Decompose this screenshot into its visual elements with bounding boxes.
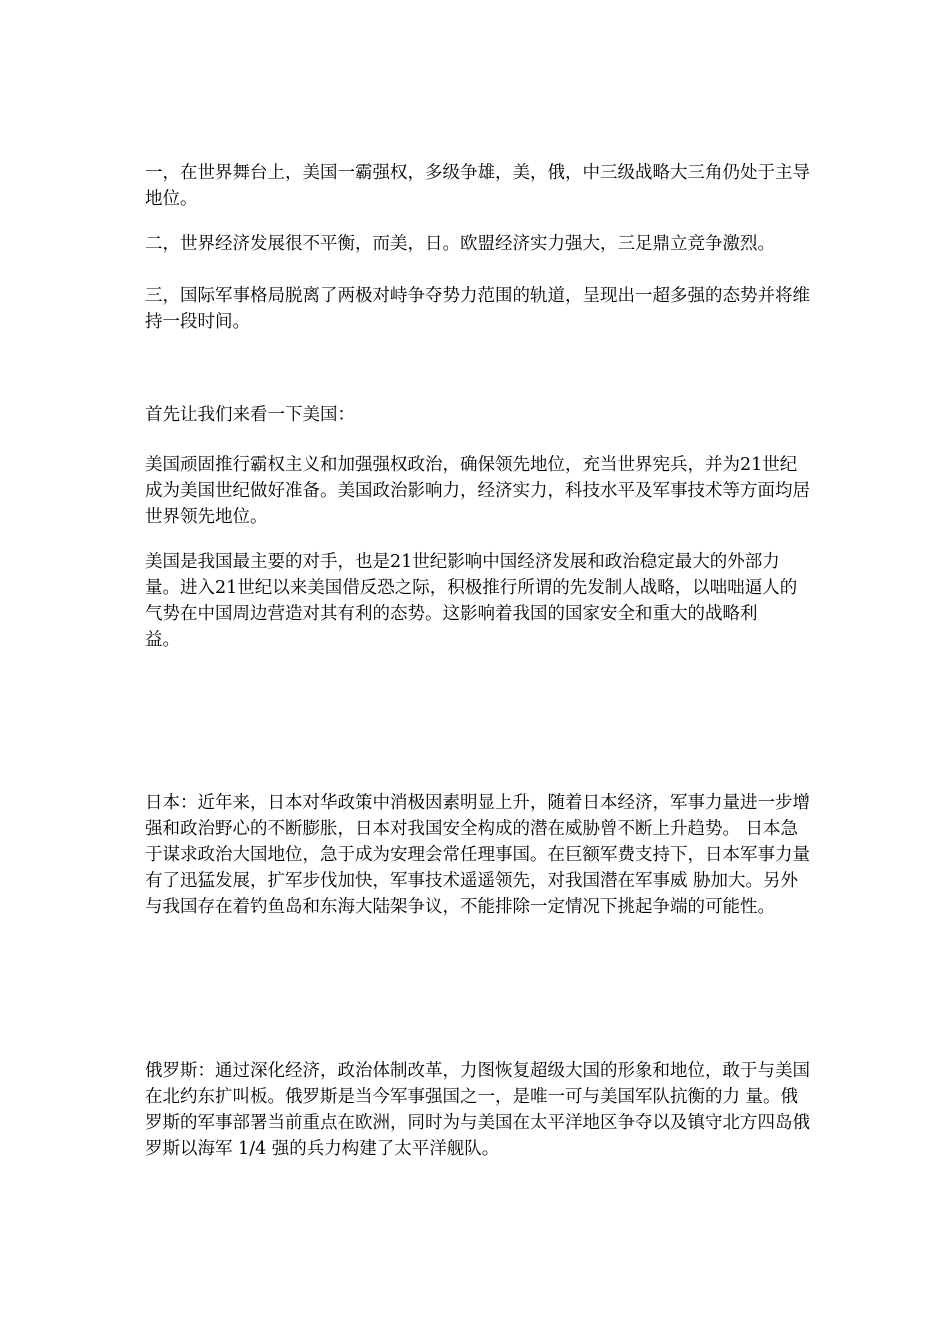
paragraph-russia: 俄罗斯：通过深化经济，政治体制改革，力图恢复超级大国的形象和地位，敢于与美国在北约东扩叫板。俄罗斯是当今军事强国之一，是唯一可与美国军队抗衡的力 量。俄罗斯的军事部署当前重点在欧洲，同时为与美国在太平洋地区争夺以及镇守北方四岛俄罗斯以海军 1/4 强的兵力构建了太平洋舰队。 bbox=[145, 1061, 810, 1159]
paragraph-usa-hegemony: 美国顽固推行霸权主义和加强强权政治，确保领先地位，充当世界宪兵，并为21世纪成为美国世纪做好准备。美国政治影响力，经济实力，科技水平及军事技术等方面均居世界领先地位。 bbox=[145, 455, 810, 527]
paragraph-usa-intro: 首先让我们来看一下美国： bbox=[145, 405, 355, 425]
paragraph-usa-rival: 美国是我国最主要的对手，也是21世纪影响中国经济发展和政治稳定最大的外部力量。进入21世纪以来美国借反恐之际，积极推行所谓的先发制人战略，以咄咄逼人的气势在中国周边营造对其有利的态势。这影响着我国的国家安全和重大的战略利 益。 bbox=[145, 552, 798, 650]
paragraph-world-economy: 二，世界经济发展很不平衡，而美，日。欧盟经济实力强大，三足鼎立竞争激烈。 bbox=[145, 234, 775, 254]
paragraph-military-pattern: 三，国际军事格局脱离了两极对峙争夺势力范围的轨道，呈现出一超多强的态势并将维持一段时间。 bbox=[145, 286, 810, 332]
paragraph-japan: 日本：近年来，日本对华政策中消极因素明显上升，随着日本经济，军事力量进一步增强和政治野心的不断膨胀，日本对我国安全构成的潜在威胁曾不断上升趋势。 日本急于谋求政治大国地位，急于成为安理会常任理事国。在巨额军费支持下，日本军事力量有了迅猛发展，扩军步伐加快，军事技术遥遥领先，对我国潜在军事威 胁加大。另外与我国存在着钓鱼岛和东海大陆架争议，不能排除一定情况下挑起争端的可能性。 bbox=[145, 793, 810, 917]
paragraph-world-stage: 一，在世界舞台上，美国一霸强权，多级争雄，美，俄，中三级战略大三角仍处于主导地位。 bbox=[145, 163, 810, 209]
